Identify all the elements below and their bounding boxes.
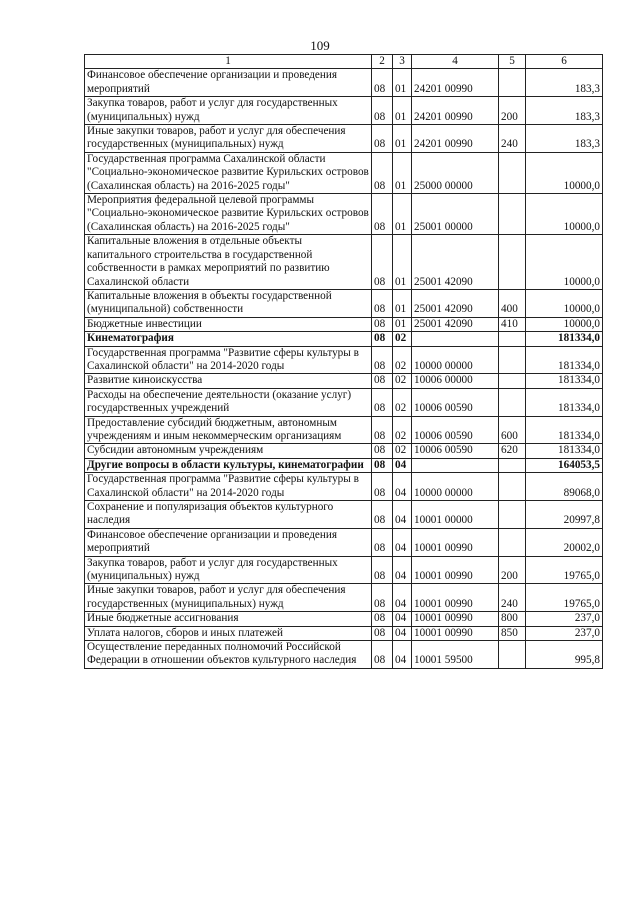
target-article-cell: 10001 59500 <box>412 641 499 669</box>
target-article-cell: 25000 00000 <box>412 152 499 193</box>
expense-type-cell <box>499 501 526 529</box>
subsection-code-cell: 04 <box>393 528 412 556</box>
target-article-cell: 24201 00990 <box>412 69 499 97</box>
table-row <box>85 473 603 501</box>
row-name-cell: Государственная программа "Развитие сферы культуры в Сахалинской области" на 2014-2020 годы <box>85 473 372 501</box>
target-article-cell: 24201 00990 <box>412 97 499 125</box>
amount-cell: 181334,0 <box>526 332 603 346</box>
table-row <box>85 458 603 472</box>
subsection-code-cell: 04 <box>393 501 412 529</box>
table-row <box>85 194 603 235</box>
row-name-cell: Субсидии автономным учреждениям <box>85 444 372 458</box>
section-code-cell: 08 <box>372 289 393 317</box>
section-code-cell: 08 <box>372 97 393 125</box>
expense-type-cell: 620 <box>499 444 526 458</box>
column-header: 6 <box>526 55 603 69</box>
row-name-cell: Бюджетные инвестиции <box>85 317 372 331</box>
section-code-cell: 08 <box>372 626 393 640</box>
amount-cell: 19765,0 <box>526 556 603 584</box>
subsection-code-cell: 01 <box>393 152 412 193</box>
table-row <box>85 125 603 153</box>
table-row <box>85 388 603 416</box>
target-article-cell: 24201 00990 <box>412 125 499 153</box>
target-article-cell: 25001 00000 <box>412 194 499 235</box>
section-code-cell: 08 <box>372 374 393 388</box>
section-code-cell: 08 <box>372 388 393 416</box>
amount-cell: 181334,0 <box>526 374 603 388</box>
amount-cell: 10000,0 <box>526 152 603 193</box>
section-code-cell: 08 <box>372 528 393 556</box>
row-name-cell: Иные закупки товаров, работ и услуг для обеспечения государственных (муниципальных) нужд <box>85 584 372 612</box>
table-row <box>85 332 603 346</box>
row-name-cell: Уплата налогов, сборов и иных платежей <box>85 626 372 640</box>
row-name-cell: Государственная программа "Развитие сферы культуры в Сахалинской области" на 2014-2020 годы <box>85 346 372 374</box>
target-article-cell: 10001 00990 <box>412 556 499 584</box>
expense-type-cell: 400 <box>499 289 526 317</box>
target-article-cell: 10001 00000 <box>412 501 499 529</box>
target-article-cell: 10001 00990 <box>412 584 499 612</box>
row-name-cell: Финансовое обеспечение организации и проведения мероприятий <box>85 528 372 556</box>
target-article-cell <box>412 332 499 346</box>
row-name-cell: Закупка товаров, работ и услуг для государственных (муниципальных) нужд <box>85 556 372 584</box>
section-code-cell: 08 <box>372 444 393 458</box>
subsection-code-cell: 04 <box>393 641 412 669</box>
budget-table <box>84 54 603 669</box>
row-name-cell: Иные закупки товаров, работ и услуг для обеспечения государственных (муниципальных) нужд <box>85 125 372 153</box>
target-article-cell: 10001 00990 <box>412 612 499 626</box>
table-row <box>85 584 603 612</box>
subsection-code-cell: 01 <box>393 317 412 331</box>
section-code-cell: 08 <box>372 152 393 193</box>
subsection-code-cell: 02 <box>393 332 412 346</box>
expense-type-cell: 200 <box>499 97 526 125</box>
subsection-code-cell: 02 <box>393 374 412 388</box>
section-code-cell: 08 <box>372 416 393 444</box>
expense-type-cell <box>499 235 526 290</box>
expense-type-cell: 850 <box>499 626 526 640</box>
section-code-cell: 08 <box>372 641 393 669</box>
subsection-code-cell: 02 <box>393 346 412 374</box>
expense-type-cell: 800 <box>499 612 526 626</box>
target-article-cell: 10006 00590 <box>412 416 499 444</box>
expense-type-cell <box>499 69 526 97</box>
section-code-cell: 08 <box>372 473 393 501</box>
amount-cell: 19765,0 <box>526 584 603 612</box>
subsection-code-cell: 01 <box>393 125 412 153</box>
amount-cell: 183,3 <box>526 69 603 97</box>
amount-cell: 10000,0 <box>526 194 603 235</box>
expense-type-cell: 600 <box>499 416 526 444</box>
target-article-cell: 10001 00990 <box>412 626 499 640</box>
amount-cell: 164053,5 <box>526 458 603 472</box>
amount-cell: 10000,0 <box>526 317 603 331</box>
table-body <box>85 69 603 668</box>
expense-type-cell: 240 <box>499 125 526 153</box>
row-name-cell: Финансовое обеспечение организации и проведения мероприятий <box>85 69 372 97</box>
amount-cell: 10000,0 <box>526 289 603 317</box>
amount-cell: 181334,0 <box>526 444 603 458</box>
section-code-cell: 08 <box>372 194 393 235</box>
section-code-cell: 08 <box>372 346 393 374</box>
amount-cell: 183,3 <box>526 97 603 125</box>
section-code-cell: 08 <box>372 332 393 346</box>
expense-type-cell <box>499 152 526 193</box>
target-article-cell: 25001 42090 <box>412 317 499 331</box>
subsection-code-cell: 04 <box>393 626 412 640</box>
subsection-code-cell: 04 <box>393 458 412 472</box>
subsection-code-cell: 02 <box>393 416 412 444</box>
expense-type-cell <box>499 374 526 388</box>
table-row <box>85 69 603 97</box>
amount-cell: 89068,0 <box>526 473 603 501</box>
column-header: 2 <box>372 55 393 69</box>
expense-type-cell <box>499 473 526 501</box>
expense-type-cell <box>499 346 526 374</box>
table-row <box>85 556 603 584</box>
amount-cell: 181334,0 <box>526 346 603 374</box>
section-code-cell: 08 <box>372 556 393 584</box>
amount-cell: 183,3 <box>526 125 603 153</box>
row-name-cell: Мероприятия федеральной целевой программы "Социально-экономическое развитие Курильских островов (Сахалинская область) на 2016-2025 годы" <box>85 194 372 235</box>
row-name-cell: Капитальные вложения в объекты государственной (муниципальной) собственности <box>85 289 372 317</box>
table-row <box>85 626 603 640</box>
row-name-cell: Расходы на обеспечение деятельности (оказание услуг) государственных учреждений <box>85 388 372 416</box>
table-row <box>85 346 603 374</box>
column-header: 4 <box>412 55 499 69</box>
column-header: 5 <box>499 55 526 69</box>
table-row <box>85 374 603 388</box>
amount-cell: 10000,0 <box>526 235 603 290</box>
target-article-cell: 10006 00000 <box>412 374 499 388</box>
target-article-cell <box>412 458 499 472</box>
page-number: 109 <box>310 38 330 53</box>
row-name-cell: Кинематография <box>85 332 372 346</box>
section-code-cell: 08 <box>372 501 393 529</box>
column-header: 3 <box>393 55 412 69</box>
table-row <box>85 612 603 626</box>
row-name-cell: Капитальные вложения в отдельные объекты капитального строительства в государственной собственности в рамках мероприятий по развитию Сахалинской области <box>85 235 372 290</box>
subsection-code-cell: 01 <box>393 69 412 97</box>
subsection-code-cell: 02 <box>393 388 412 416</box>
subsection-code-cell: 04 <box>393 556 412 584</box>
amount-cell: 20002,0 <box>526 528 603 556</box>
subsection-code-cell: 02 <box>393 444 412 458</box>
expense-type-cell: 410 <box>499 317 526 331</box>
target-article-cell: 10001 00990 <box>412 528 499 556</box>
table-row <box>85 152 603 193</box>
table-row <box>85 235 603 290</box>
table-row <box>85 416 603 444</box>
row-name-cell: Закупка товаров, работ и услуг для государственных (муниципальных) нужд <box>85 97 372 125</box>
row-name-cell: Другие вопросы в области культуры, кинематографии <box>85 458 372 472</box>
subsection-code-cell: 04 <box>393 473 412 501</box>
amount-cell: 237,0 <box>526 612 603 626</box>
section-code-cell: 08 <box>372 317 393 331</box>
expense-type-cell <box>499 332 526 346</box>
target-article-cell: 25001 42090 <box>412 235 499 290</box>
expense-type-cell <box>499 194 526 235</box>
table-row <box>85 317 603 331</box>
section-code-cell: 08 <box>372 584 393 612</box>
amount-cell: 181334,0 <box>526 416 603 444</box>
amount-cell: 181334,0 <box>526 388 603 416</box>
row-name-cell: Осуществление переданных полномочий Российской Федерации в отношении объектов культурного наследия <box>85 641 372 669</box>
row-name-cell: Иные бюджетные ассигнования <box>85 612 372 626</box>
target-article-cell: 25001 42090 <box>412 289 499 317</box>
expense-type-cell <box>499 458 526 472</box>
row-name-cell: Государственная программа Сахалинской области "Социально-экономическое развитие Курильских островов (Сахалинская область) на 2016-2025 годы" <box>85 152 372 193</box>
row-name-cell: Предоставление субсидий бюджетным, автономным учреждениям и иным некоммерческим организациям <box>85 416 372 444</box>
amount-cell: 20997,8 <box>526 501 603 529</box>
expense-type-cell <box>499 388 526 416</box>
target-article-cell: 10000 00000 <box>412 473 499 501</box>
table-row <box>85 528 603 556</box>
section-code-cell: 08 <box>372 612 393 626</box>
target-article-cell: 10006 00590 <box>412 388 499 416</box>
subsection-code-cell: 01 <box>393 97 412 125</box>
section-code-cell: 08 <box>372 235 393 290</box>
section-code-cell: 08 <box>372 125 393 153</box>
subsection-code-cell: 01 <box>393 235 412 290</box>
target-article-cell: 10000 00000 <box>412 346 499 374</box>
table-row <box>85 641 603 669</box>
section-code-cell: 08 <box>372 458 393 472</box>
table-row <box>85 289 603 317</box>
expense-type-cell: 200 <box>499 556 526 584</box>
amount-cell: 237,0 <box>526 626 603 640</box>
section-code-cell: 08 <box>372 69 393 97</box>
row-name-cell: Развитие киноискусства <box>85 374 372 388</box>
subsection-code-cell: 04 <box>393 612 412 626</box>
expense-type-cell <box>499 641 526 669</box>
table-row <box>85 501 603 529</box>
target-article-cell: 10006 00590 <box>412 444 499 458</box>
column-header: 1 <box>85 55 372 69</box>
expense-type-cell <box>499 528 526 556</box>
amount-cell: 995,8 <box>526 641 603 669</box>
subsection-code-cell: 04 <box>393 584 412 612</box>
row-name-cell: Сохранение и популяризация объектов культурного наследия <box>85 501 372 529</box>
table-row <box>85 444 603 458</box>
expense-type-cell: 240 <box>499 584 526 612</box>
subsection-code-cell: 01 <box>393 194 412 235</box>
table-row <box>85 97 603 125</box>
header-row <box>85 55 603 69</box>
subsection-code-cell: 01 <box>393 289 412 317</box>
